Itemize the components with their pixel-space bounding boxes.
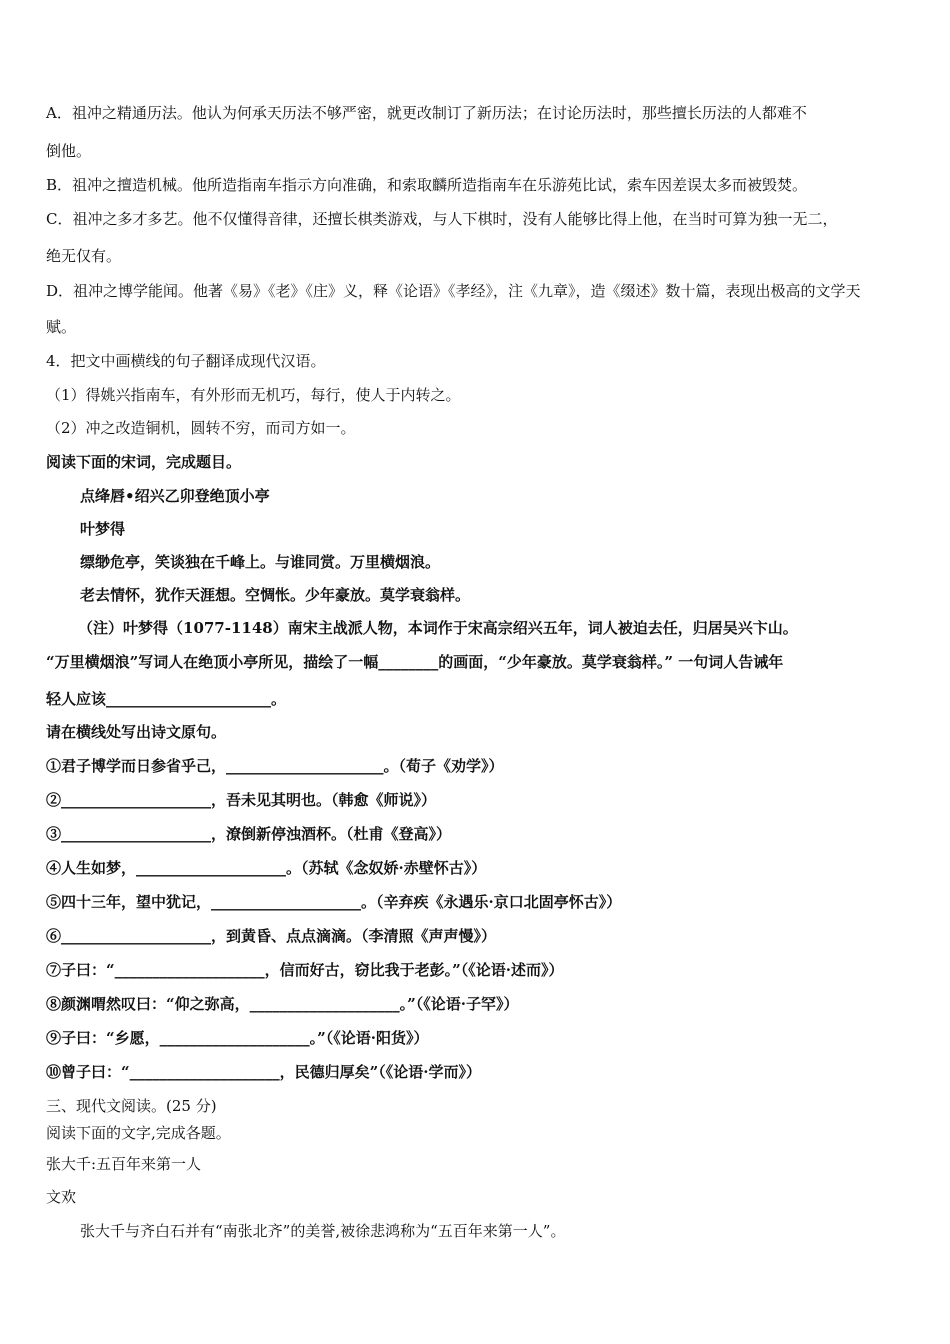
poem-intro: 阅读下面的宋词，完成题目。: [46, 453, 242, 471]
fill-item: ⑥____________________，到黄昏、点点滴滴。（李清照《声声慢》）: [46, 927, 497, 945]
poem-title: 点绛唇•绍兴乙卯登绝顶小亭: [80, 487, 270, 505]
choice-c-line1: C．祖冲之多才多艺。他不仅懂得音律，还擅长棋类游戏，与人下棋时，没有人能够比得上他，在当时可算为独一无二，: [46, 210, 838, 228]
poem-line-2: 老去情怀，犹作天涯想。空惆怅。少年豪放。莫学衰翁样。: [80, 586, 471, 604]
choice-d-line2: 赋。: [46, 318, 77, 336]
fill-item: ①君子博学而日参省乎己，_____________________。（荀子《劝学》）: [46, 757, 504, 775]
section-3-heading: 三、现代文阅读。(25 分): [46, 1097, 217, 1115]
fill-item: ②____________________，吾未见其明也。（韩愈《师说》）: [46, 791, 437, 809]
article-title: 张大千:五百年来第一人: [46, 1155, 202, 1173]
choice-c-line2: 绝无仅有。: [46, 247, 122, 265]
poem-note: （注）叶梦得（1077-1148）南宋主战派人物，本词作于宋高宗绍兴五年，词人被迫去任，归居吴兴卞山。: [78, 619, 798, 637]
fill-item: ⑦子曰：“____________________，信而好古，窃比我于老彭。”（《论语·述而》）: [46, 961, 564, 979]
fill-item: ⑤四十三年，望中犹记，____________________。（辛弃疾《永遇乐·京口北固亭怀古》）: [46, 893, 622, 911]
choice-a-line2: 倒他。: [46, 142, 92, 160]
fill-item: ⑩曾子曰：“____________________，民德归厚矣”（《论语·学而》）: [46, 1063, 481, 1081]
choice-b: B．祖冲之擅造机械。他所造指南车指示方向准确，和索取麟所造指南车在乐游苑比试，索车因差误太多而被毁焚。: [46, 176, 808, 194]
question-4-sentence-2: （2）冲之改造铜机，圆转不穷，而司方如一。: [46, 419, 356, 437]
poem-line-1: 缥缈危亭，笑谈独在千峰上。与谁同赏。万里横烟浪。: [80, 553, 441, 571]
fill-item: ⑨子曰：“乡愿，____________________。”（《论语·阳货》）: [46, 1029, 429, 1047]
choice-d-line1: D．祖冲之博学能闻。他著《易》《老》《庄》义，释《论语》《孝经》，注《九章》，造《缀述》数十篇，表现出极高的文学天: [46, 282, 861, 300]
section-3-intro: 阅读下面的文字,完成各题。: [46, 1124, 231, 1142]
question-4-title: 4．把文中画横线的句子翻译成现代汉语。: [46, 352, 326, 370]
article-author: 文欢: [46, 1188, 77, 1206]
poem-question-line2: 轻人应该______________________。: [46, 690, 287, 708]
article-paragraph-1: 张大千与齐白石并有“南张北齐”的美誉,被徐悲鸿称为“五百年来第一人”。: [80, 1222, 566, 1240]
fill-intro: 请在横线处写出诗文原句。: [46, 723, 227, 741]
poem-question-line1: “万里横烟浪”写词人在绝顶小亭所见，描绘了一幅________的画面，“少年豪放。莫学衰翁样。” 一句词人告诫年: [46, 653, 784, 671]
poem-author: 叶梦得: [80, 520, 126, 538]
choice-a-line1: A．祖冲之精通历法。他认为何承天历法不够严密，就更改制订了新历法；在讨论历法时，那些擅长历法的人都难不: [46, 104, 807, 122]
fill-item: ③____________________，潦倒新停浊酒杯。（杜甫《登高》）: [46, 825, 452, 843]
fill-item: ⑧颜渊喟然叹曰：“仰之弥高，____________________。”（《论语·子罕》）: [46, 995, 519, 1013]
question-4-sentence-1: （1）得姚兴指南车，有外形而无机巧，每行，使人于内转之。: [46, 386, 461, 404]
fill-item: ④人生如梦，____________________。（苏轼《念奴娇·赤壁怀古》）: [46, 859, 487, 877]
